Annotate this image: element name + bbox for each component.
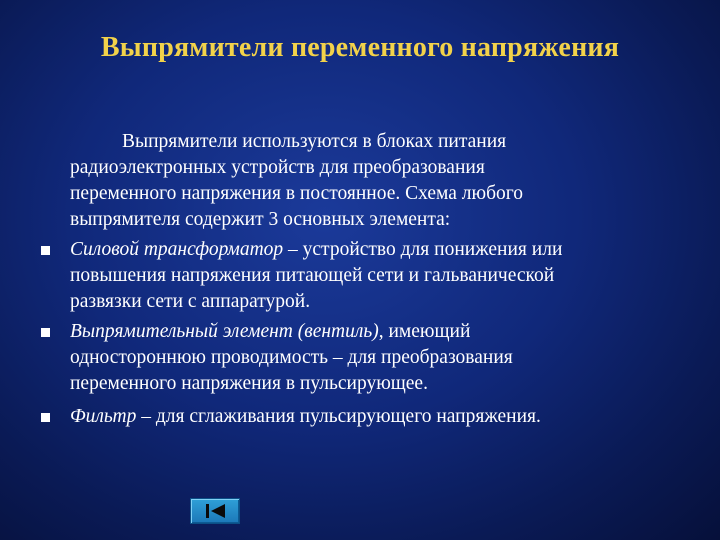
back-to-start-icon [205, 502, 227, 520]
bullet-item-transformer [70, 237, 562, 263]
bullet-text: – для сглаживания пульсирующего напряжения. [136, 406, 541, 427]
intro-line: выпрямителя содержит 3 основных элемента: [70, 209, 451, 230]
slide-title: Выпрямители переменного напряжения [100, 32, 620, 63]
bullet-continuation: одностороннюю проводимость – для преобразования [70, 347, 513, 368]
bullet-term: Фильтр [70, 406, 137, 427]
bullet-item-filter [70, 404, 541, 430]
bullet-marker [41, 328, 50, 337]
bullet-continuation: повышения напряжения питающей сети и гальванической [70, 265, 555, 286]
bullet-term: Силовой трансформатор [70, 239, 284, 260]
bullet-text: , имеющий [378, 321, 471, 342]
intro-line: переменного напряжения в постоянное. Схема любого [70, 183, 524, 204]
bullet-continuation: переменного напряжения в пульсирующее. [70, 373, 428, 394]
intro-line: Выпрямители используются в блоках питания [122, 131, 507, 152]
bullet-text: – устройство для понижения или [283, 239, 563, 260]
bullet-marker [41, 413, 50, 422]
bullet-continuation: развязки сети с аппаратурой. [70, 291, 311, 312]
bullet-item-rectifier [70, 319, 470, 345]
back-to-start-button[interactable] [190, 498, 240, 524]
intro-line: радиоэлектронных устройств для преобразования [70, 157, 485, 178]
bullet-marker [41, 246, 50, 255]
bullet-term: Выпрямительный элемент (вентиль) [70, 321, 379, 342]
